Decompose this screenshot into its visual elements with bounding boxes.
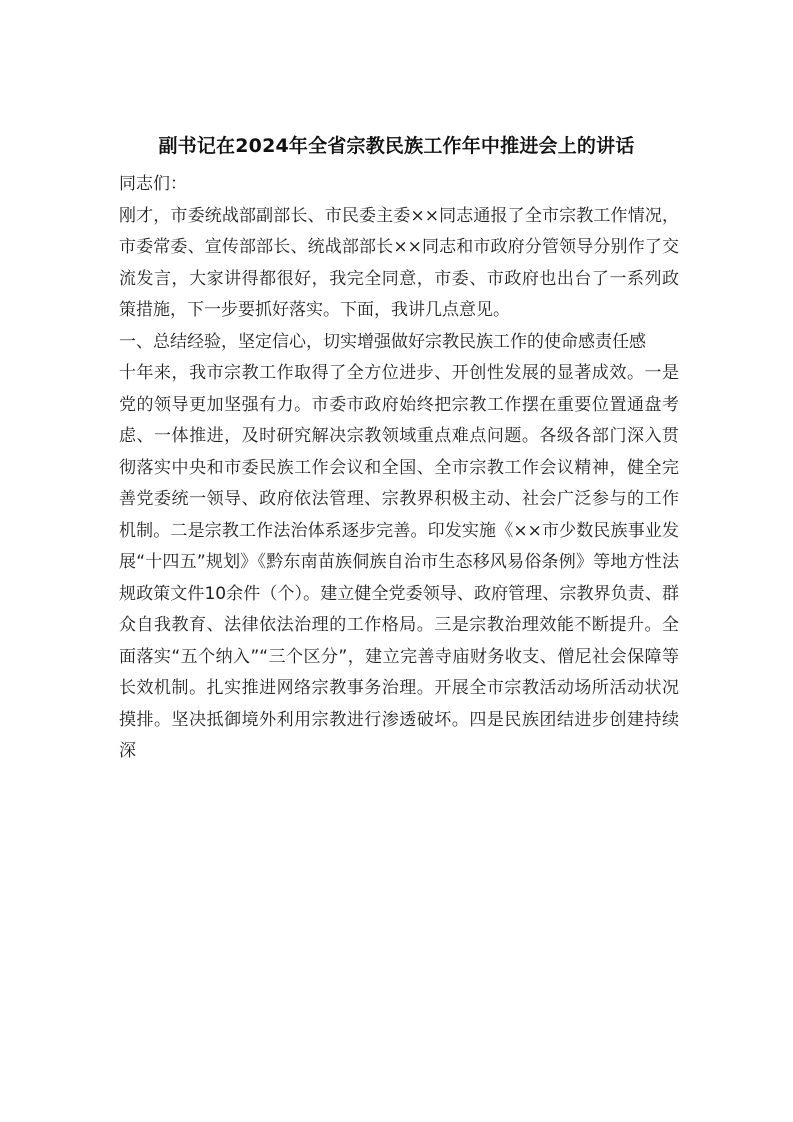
section-heading-1: 一、总结经验，坚定信心，切实增强做好宗教民族工作的使命感责任感 — [119, 331, 646, 352]
document-title: 副书记在2024年全省宗教民族工作年中推进会上的讲话 — [158, 135, 635, 157]
salutation-paragraph: 同志们： — [119, 174, 187, 194]
opening-paragraph: 刚才，市委统战部副部长、市民委主委××同志通报了全市宗教工作情况，市委常委、宣传部部长、统战部部长××同志和市政府分管领导分别作了交流发言，大家讲得都很好，我完全同意，市委、市政府也出台了一系列政策措施，下一步要抓好落实。下面，我讲几点意见。 — [119, 205, 679, 320]
document-body — [119, 169, 679, 768]
achievements-paragraph: 十年来，我市宗教工作取得了全方位进步、开创性发展的显著成效。一是党的领导更加坚强有力。市委市政府始终把宗教工作摆在重要位置通盘考虑、一体推进，及时研究解决宗教领域重点难点问题。各级各部门深入贯彻落实中央和市委民族工作会议和全国、全市宗教工作会议精神，健全完善党委统一领导、政府依法管理、宗教界积极主动、社会广泛参与的工作机制。二是宗教工作法治体系逐步完善。印发实施《××市少数民族事业发展“十四五”规划》《黔东南苗族侗族自治市生态移风易俗条例》等地方性法规政策文件10余件（个）。建立健全党委领导、政府管理、宗教界负责、群众自我教育、法律依法治理的工作格局。三是宗教治理效能不断提升。全面落实“五个纳入”“三个区分”，建立完善寺庙财务收支、僧尼社会保障等长效机制。扎实推进网络宗教事务治理。开展全市宗教活动场所活动状况摸排。坚决抵御境外利用宗教进行渗透破坏。四是民族团结进步创建持续深 — [119, 363, 679, 761]
